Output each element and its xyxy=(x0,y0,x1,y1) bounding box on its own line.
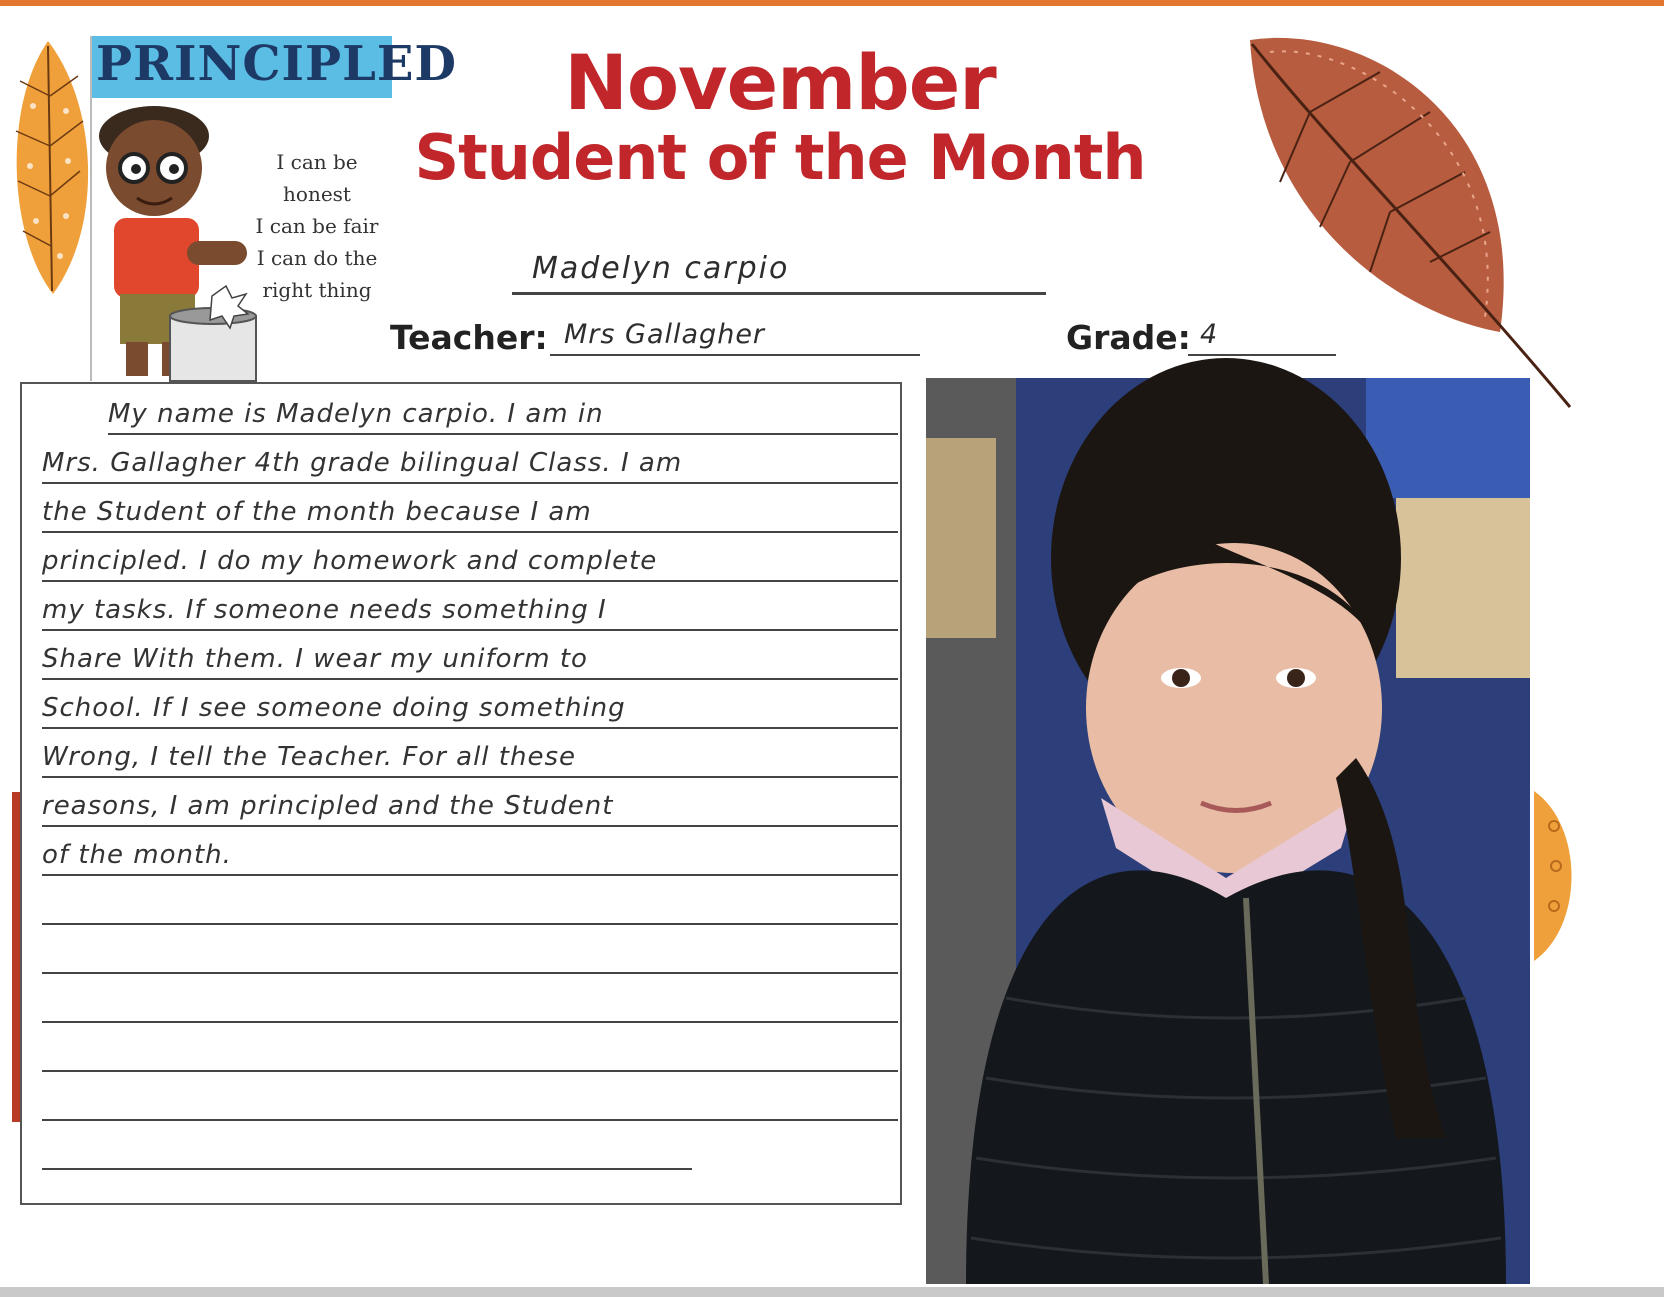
page xyxy=(0,6,1664,1287)
grade-value: 4 xyxy=(1200,319,1218,350)
essay-text: the Student of the month because I am xyxy=(42,497,592,527)
essay-line xyxy=(42,729,898,778)
essay-line xyxy=(42,680,898,729)
right-leaf-icon xyxy=(1240,32,1580,422)
essay-line xyxy=(42,484,898,533)
essay-text: principled. I do my homework and complete xyxy=(42,546,658,576)
essay-line xyxy=(42,1023,898,1072)
student-name-field xyxy=(512,244,1046,295)
grade-field xyxy=(1188,308,1336,356)
grade-label: Grade: xyxy=(1066,318,1191,357)
essay-box xyxy=(20,382,902,1205)
motto-line: I can be xyxy=(276,150,358,174)
essay-line xyxy=(42,533,898,582)
motto-line: honest xyxy=(283,182,351,206)
student-photo xyxy=(926,378,1530,1284)
essay-text: my tasks. If someone needs something I xyxy=(42,595,607,625)
page-title: Student of the Month xyxy=(414,121,1146,194)
teacher-value: Mrs Gallagher xyxy=(564,319,766,350)
essay-text: Wrong, I tell the Teacher. For all these xyxy=(42,742,576,772)
essay-line xyxy=(42,876,898,925)
small-leaf-icon xyxy=(1524,786,1584,966)
motto-line: I can do the xyxy=(256,246,378,270)
essay-line xyxy=(42,925,898,974)
essay-text: reasons, I am principled and the Student xyxy=(42,791,614,821)
essay-line xyxy=(42,582,898,631)
essay-line xyxy=(42,435,898,484)
essay-text: Mrs. Gallagher 4th grade bilingual Class. I am xyxy=(42,448,683,478)
essay-line xyxy=(108,386,898,435)
student-name: Madelyn carpio xyxy=(532,251,790,286)
motto-line: right thing xyxy=(262,278,372,302)
essay-line xyxy=(42,827,898,876)
teacher-label: Teacher: xyxy=(390,318,548,357)
essay-line xyxy=(42,1121,692,1170)
essay-line xyxy=(42,778,898,827)
essay-text: My name is Madelyn carpio. I am in xyxy=(108,399,604,429)
page-title-month: November xyxy=(564,38,996,127)
principled-banner: PRINCIPLED xyxy=(92,36,392,98)
motto-line: I can be fair xyxy=(255,214,379,238)
essay-text: Share With them. I wear my uniform to xyxy=(42,644,588,674)
essay-line xyxy=(42,631,898,680)
essay-text: of the month. xyxy=(42,840,232,870)
teacher-field xyxy=(550,308,920,356)
essay-line xyxy=(42,974,898,1023)
essay-text: School. If I see someone doing something xyxy=(42,693,626,723)
bottom-border xyxy=(0,1287,1664,1297)
essay-line xyxy=(42,1072,898,1121)
